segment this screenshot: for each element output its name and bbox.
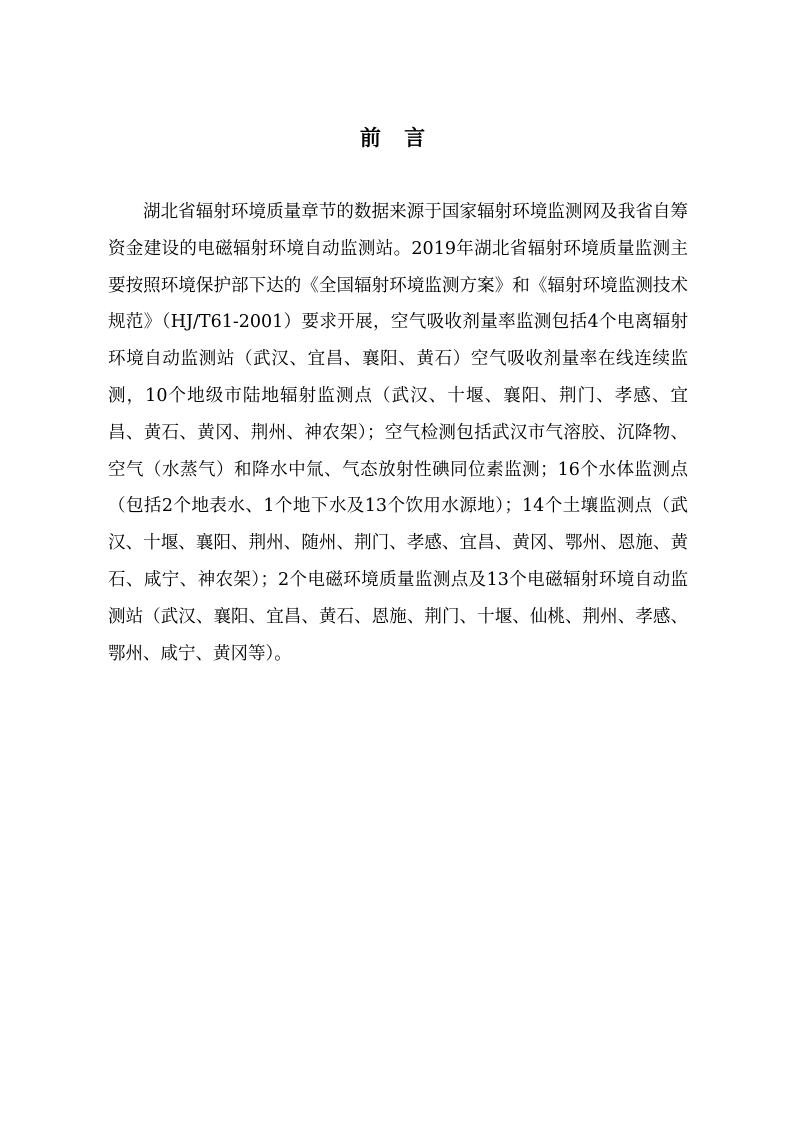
page-title: 前 言 <box>359 125 434 150</box>
preface-paragraph: 湖北省辐射环境质量章节的数据来源于国家辐射环境监测网及我省自筹资金建设的电磁辐射环境自动监测站。2019年湖北省辐射环境质量监测主要按照环境保护部下达的《全国辐射环境监测方案》和《辐射环境监测技术规范》（HJ/T61-2001）要求开展，空气吸收剂量率监测包括4个电离辐射环境自动监测站（武汉、宜昌、襄阳、黄石）空气吸收剂量率在线连续监测，10个地级市陆地辐射监测点（武汉、十堰、襄阳、荆门、孝感、宜昌、黄石、黄冈、荆州、神农架）；空气检测包括武汉市气溶胶、沉降物、空气（水蒸气）和降水中氚、气态放射性碘同位素监测；16个水体监测点（包括2个地表水、1个地下水及13个饮用水源地）；14个土壤监测点（武汉、十堰、襄阳、荆州、随州、荆门、孝感、宜昌、黄冈、鄂州、恩施、黄石、咸宁、神农架）；2个电磁环境质量监测点及13个电磁辐射环境自动监测站（武汉、襄阳、宜昌、黄石、恩施、荆门、十堰、仙桃、荆州、孝感、鄂州、咸宁、黄冈等）。 <box>108 202 688 664</box>
